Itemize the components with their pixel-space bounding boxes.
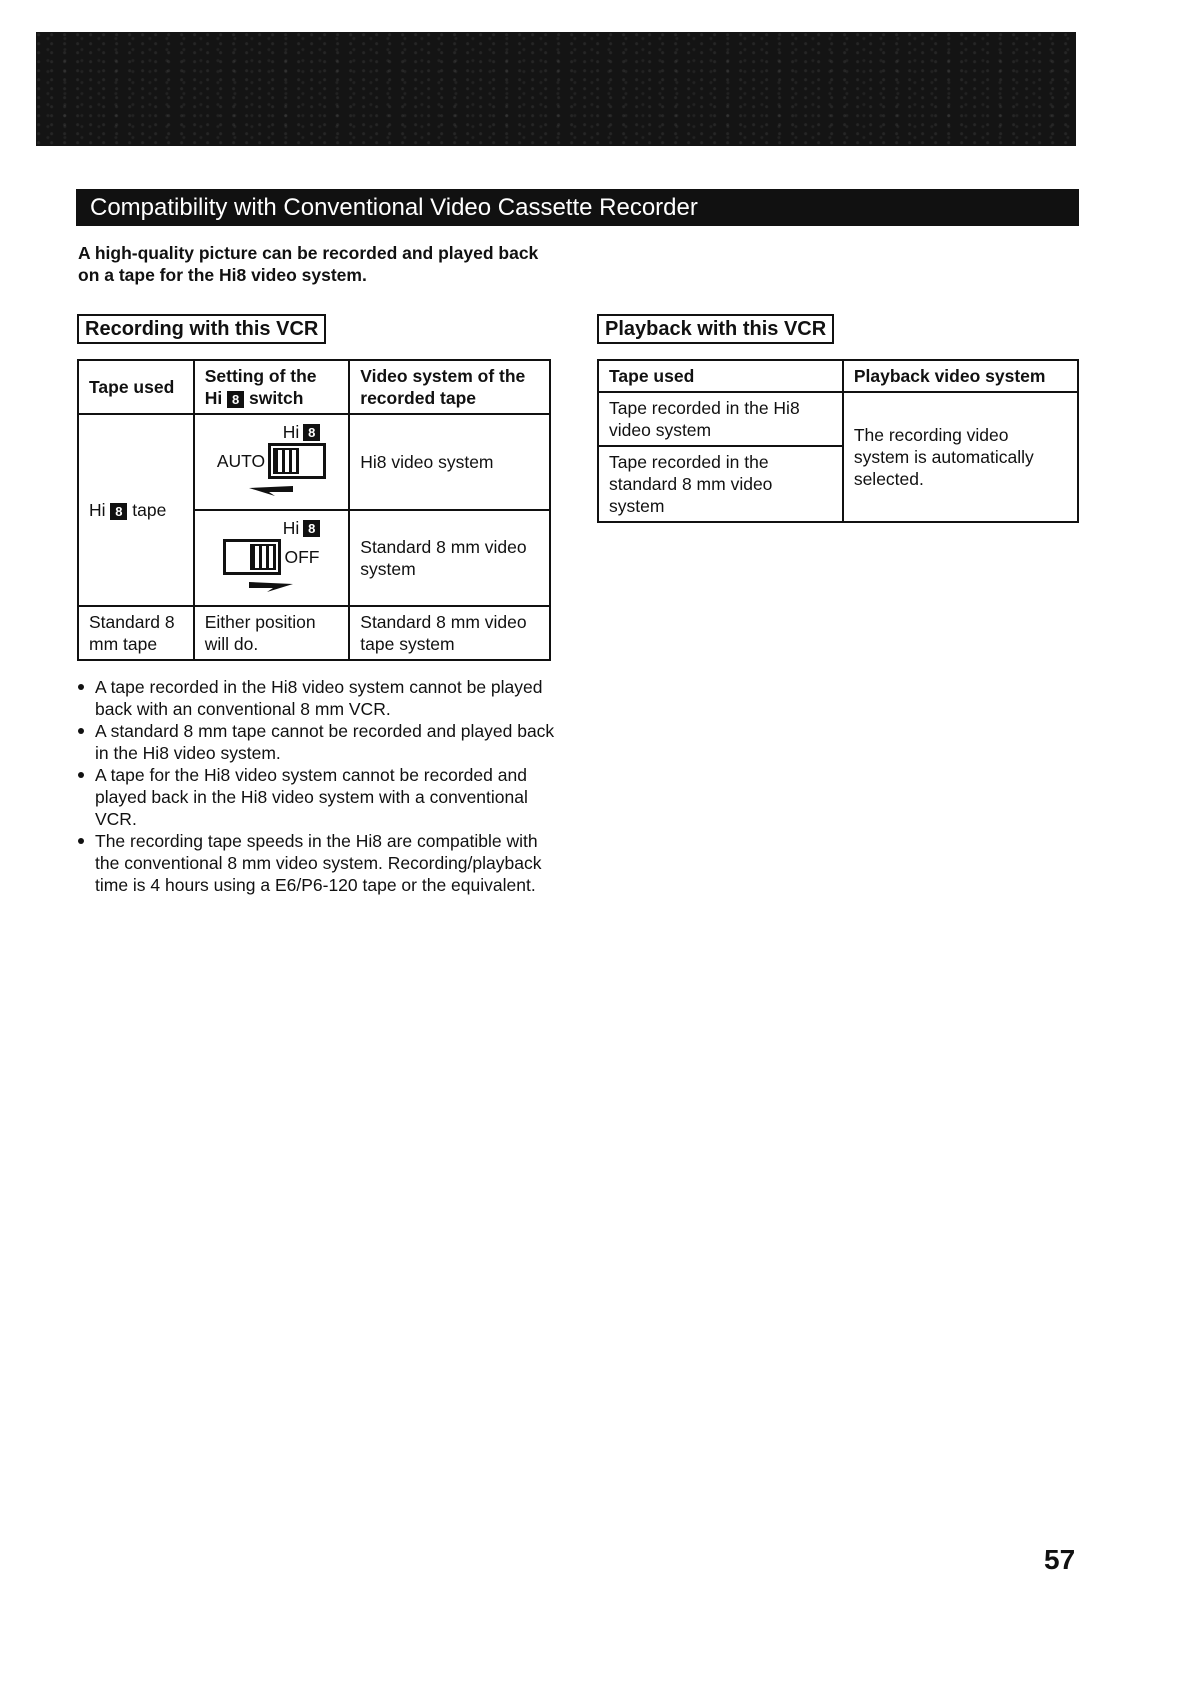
pb-row-standard: Tape recorded in the standard 8 mm video system [598, 446, 843, 522]
switch-off-cell: Hi 8 OFF [194, 510, 350, 606]
switch-off-icon [223, 539, 281, 575]
pb-header-tape-used: Tape used [598, 360, 843, 392]
standard-setting-cell: Either position will do. [194, 606, 350, 660]
hi8-badge-icon: 8 [110, 503, 127, 520]
hi8-badge-icon: 8 [303, 520, 320, 537]
header-setting: Setting of the Hi 8 switch [194, 360, 350, 414]
notes-list [76, 676, 566, 896]
hi8-tape-cell: Hi 8 tape [78, 414, 194, 606]
pb-note: The recording video system is automatically selected. [843, 392, 1078, 522]
hi8-badge-icon: 8 [227, 391, 244, 408]
list-item: A standard 8 mm tape cannot be recorded and played back in the Hi8 video system. [76, 720, 566, 764]
list-item: The recording tape speeds in the Hi8 are compatible with the conventional 8 mm video system. Recording/playback time is 4 hours using a E6/P6-120 tape or the equivalent. [76, 830, 566, 896]
header-video-system: Video system of the recorded tape [349, 360, 550, 414]
playback-table [597, 359, 1079, 523]
off-label: OFF [284, 547, 320, 567]
header-band [36, 32, 1076, 146]
auto-video-system: Hi8 video system [349, 414, 550, 510]
standard-video-system-cell: Standard 8 mm video tape system [349, 606, 550, 660]
standard-tape-cell: Standard 8 mm tape [78, 606, 194, 660]
pb-row-hi8: Tape recorded in the Hi8 video system [598, 392, 843, 446]
switch-auto-icon [268, 443, 326, 479]
arrow-right-icon [249, 580, 293, 592]
header-tape-used: Tape used [78, 360, 194, 414]
recording-label: Recording with this VCR [77, 314, 326, 344]
recording-table [77, 359, 551, 661]
hi8-badge-icon: 8 [303, 424, 320, 441]
page-number: 57 [1044, 1544, 1076, 1575]
list-item: A tape for the Hi8 video system cannot be recorded and played back in the Hi8 video system with a conventional VCR. [76, 764, 566, 830]
auto-label: AUTO [216, 451, 266, 471]
switch-auto-cell: Hi 8 AUTO [194, 414, 350, 510]
arrow-left-icon [249, 484, 293, 496]
off-video-system: Standard 8 mm video system [349, 510, 550, 606]
intro-text: A high-quality picture can be recorded and played back on a tape for the Hi8 video system. [78, 243, 539, 285]
pb-header-playback-system: Playback video system [843, 360, 1078, 392]
playback-label: Playback with this VCR [597, 314, 834, 344]
list-item: A tape recorded in the Hi8 video system cannot be played back with an conventional 8 mm VCR. [76, 676, 566, 720]
section-title: Compatibility with Conventional Video Cassette Recorder [76, 189, 1079, 226]
